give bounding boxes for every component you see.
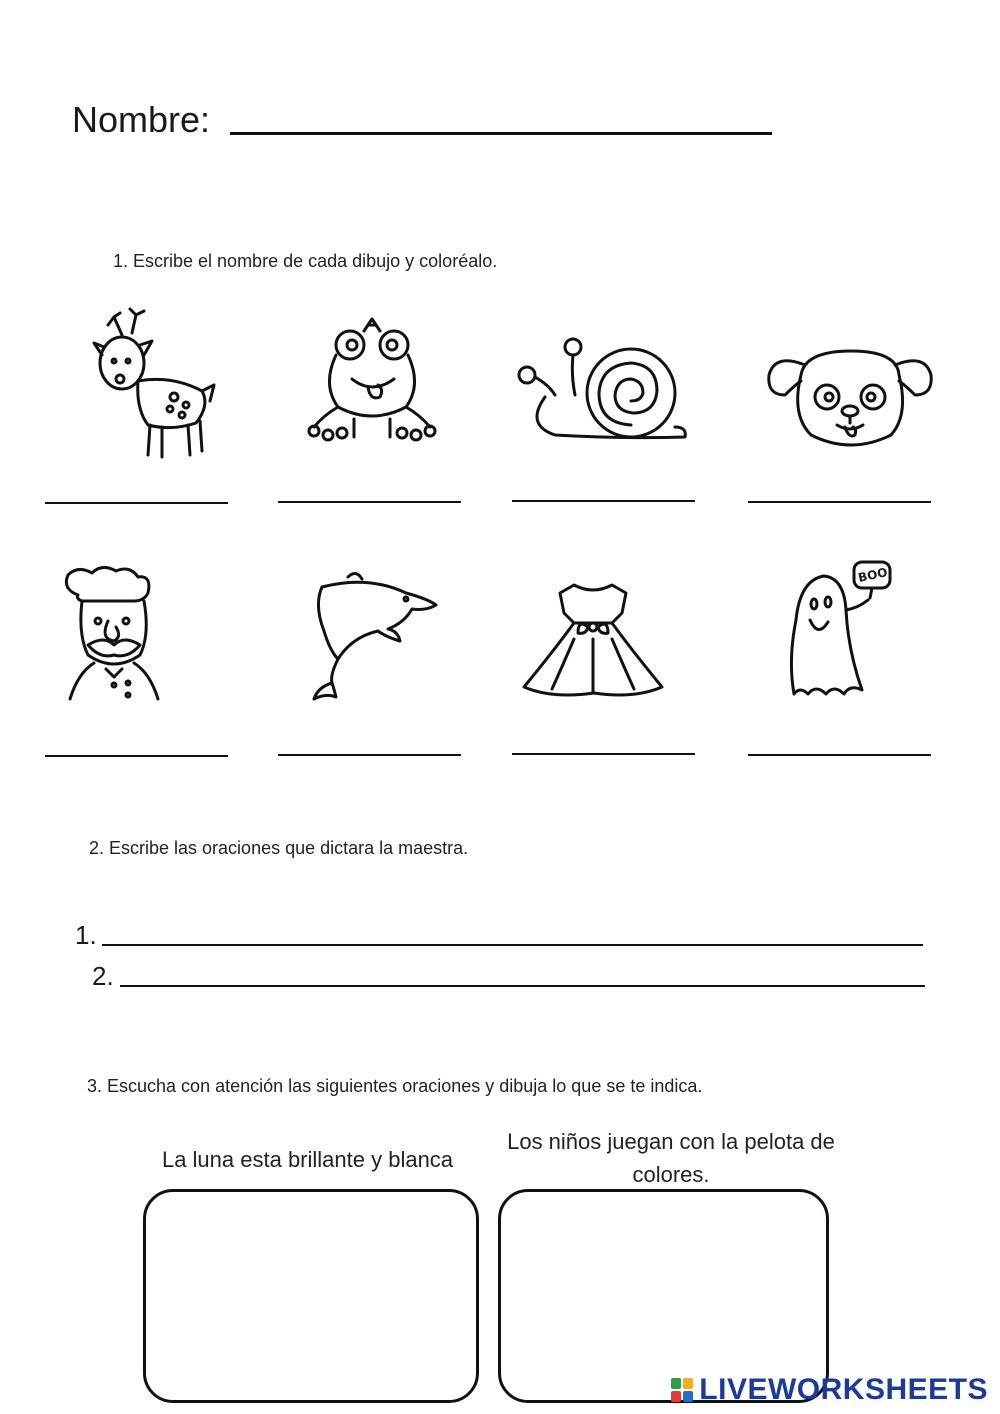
- ghost-sign-text: BOO: [856, 565, 889, 585]
- name-answer-line[interactable]: [230, 132, 772, 135]
- instruction-2: 2. Escribe las oraciones que dictara la maestra.: [89, 838, 469, 858]
- dress-icon: [522, 583, 665, 698]
- sentence-number-2: 2.: [92, 961, 114, 991]
- answer-line-4[interactable]: [748, 501, 931, 503]
- deer-icon: [92, 305, 222, 465]
- instruction-1: 1. Escribe el nombre de cada dibujo y coloréalo.: [113, 251, 498, 271]
- sentence-line-1[interactable]: [102, 944, 923, 946]
- ghost-icon: [788, 560, 893, 698]
- sentence-line-2[interactable]: [120, 985, 925, 987]
- name-label: Nombre:: [72, 99, 211, 140]
- answer-line-2[interactable]: [278, 501, 461, 503]
- answer-line-5[interactable]: [45, 755, 228, 757]
- snail-icon: [515, 335, 690, 445]
- instruction-3: 3. Escucha con atención las siguientes oraciones y dibuja lo que se te indica.: [87, 1076, 703, 1096]
- drawing-box-1[interactable]: [143, 1189, 479, 1403]
- answer-line-1[interactable]: [45, 502, 228, 504]
- answer-line-8[interactable]: [748, 754, 931, 756]
- box-caption-1: La luna esta brillante y blanca: [161, 1147, 454, 1172]
- logo-text: LIVEWORKSHEETS: [699, 1373, 988, 1406]
- answer-line-3[interactable]: [512, 500, 695, 502]
- dolphin-icon: [308, 575, 438, 703]
- answer-line-7[interactable]: [512, 753, 695, 755]
- box-caption-2: Los niños juegan con la pelota de colores.: [507, 1129, 835, 1187]
- frog-icon: [302, 315, 442, 447]
- chef-icon: [58, 565, 170, 701]
- answer-line-6[interactable]: [278, 754, 461, 756]
- puppy-icon: [765, 345, 935, 450]
- liveworksheets-logo[interactable]: [671, 1374, 988, 1406]
- liveworksheets-logo-icon: [671, 1378, 693, 1402]
- drawing-box-2[interactable]: [498, 1189, 829, 1403]
- sentence-number-1: 1.: [75, 920, 97, 950]
